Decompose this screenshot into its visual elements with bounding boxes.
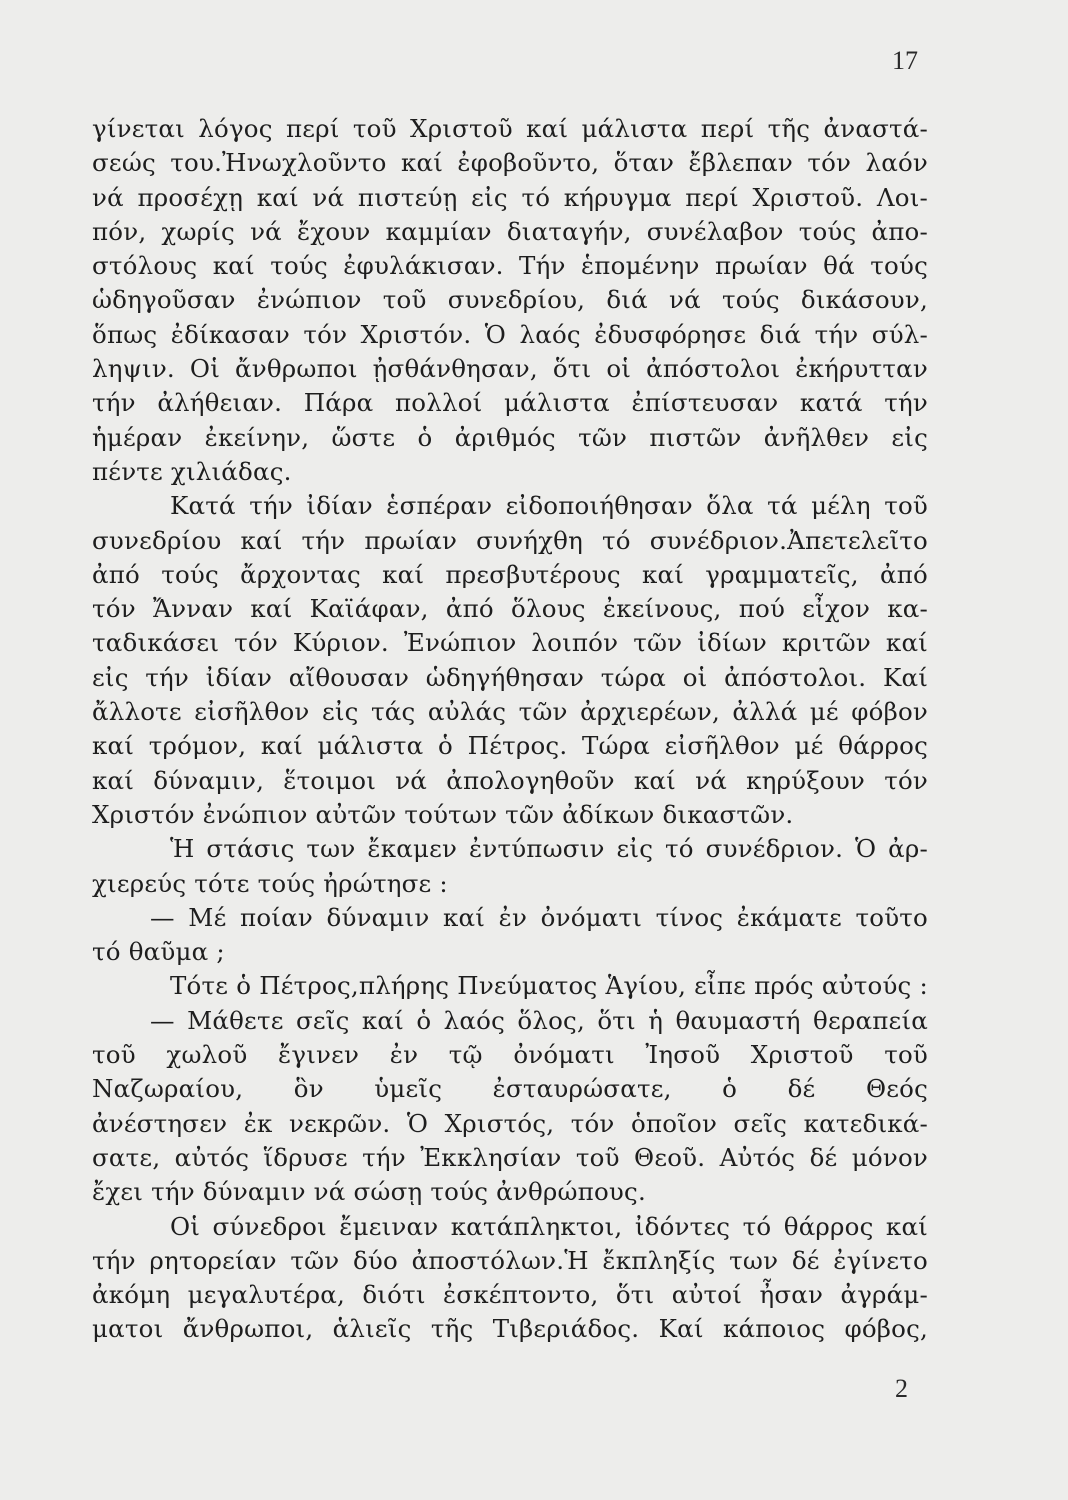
text-line: πόν, χωρίς νά ἔχουν καμμίαν διαταγήν, συνέλαβον τούς ἀπο- — [92, 216, 928, 246]
text-line: εἰς τήν ἰδίαν αἴθουσαν ὡδηγήθησαν τώρα οἱ ἀπόστολοι. Καί — [92, 662, 928, 692]
text-line: στόλους καί τούς ἐφυλάκισαν. Τήν ἑπομένην πρωίαν θά τούς — [92, 251, 928, 281]
text-line: Χριστόν ἐνώπιον αὐτῶν τούτων τῶν ἀδίκων δικαστῶν. — [92, 799, 794, 829]
text-line: πέντε χιλιάδας. — [92, 456, 292, 486]
text-line: ματοι ἄνθρωποι, ἁλιεῖς τῆς Τιβεριάδος. Καί κάποιος φόβος, — [92, 1314, 928, 1344]
signature-mark: 2 — [895, 1374, 908, 1403]
text-line: — Μέ ποίαν δύναμιν καί ἐν ὀνόματι τίνος ἐκάματε τοῦτο — [150, 902, 928, 932]
text-line: τοῦ χωλοῦ ἔγινεν ἐν τῷ ὀνόματι Ἰησοῦ Χριστοῦ τοῦ — [92, 1040, 928, 1070]
text-line: καί τρόμον, καί μάλιστα ὁ Πέτρος. Τώρα εἰσῆλθον μέ θάρρος — [92, 731, 928, 761]
text-line: — Μάθετε σεῖς καί ὁ λαός ὅλος, ὅτι ἡ θαυμαστή θεραπεία — [150, 1005, 928, 1035]
text-line: γίνεται λόγος περί τοῦ Χριστοῦ καί μάλιστα περί τῆς ἀναστά- — [92, 114, 928, 143]
text-line: ληψιν. Οἱ ἄνθρωποι ᾐσθάνθησαν, ὅτι οἱ ἀπόστολοι ἐκήρυτταν — [92, 354, 928, 384]
text-line: σεώς του.Ἠνωχλοῦντο καί ἐφοβοῦντο, ὅταν ἔβλεπαν τόν λαόν — [92, 148, 928, 178]
text-line: ἀνέστησεν ἐκ νεκρῶν. Ὁ Χριστός, τόν ὁποῖον σεῖς κατεδικά- — [92, 1108, 928, 1138]
text-line: σατε, αὐτός ἵδρυσε τήν Ἐκκλησίαν τοῦ Θεοῦ. Αὐτός δέ μόνον — [92, 1142, 928, 1172]
text-line: Οἱ σύνεδροι ἔμειναν κατάπληκτοι, ἰδόντες τό θάρρος καί — [170, 1211, 928, 1241]
text-line: ἀπό τούς ἄρχοντας καί πρεσβυτέρους καί γραμματεῖς, ἀπό — [92, 559, 928, 589]
text-line: ἄλλοτε εἰσῆλθον εἰς τάς αὐλάς τῶν ἀρχιερέων, ἀλλά μέ φόβον — [92, 697, 928, 727]
page-number: 17 — [892, 46, 918, 75]
text-line: τήν ἀλήθειαν. Πάρα πολλοί μάλιστα ἐπίστευσαν κατά τήν — [92, 388, 928, 418]
text-line: Κατά τήν ἰδίαν ἑσπέραν εἰδοποιήθησαν ὅλα τά μέλη τοῦ — [170, 491, 928, 521]
text-line: νά προσέχῃ καί νά πιστεύῃ εἰς τό κήρυγμα περί Χριστοῦ. Λοι- — [92, 182, 928, 212]
text-line: Τότε ὁ Πέτρος,πλήρης Πνεύματος Ἁγίου, εἶπε πρός αὐτούς : — [170, 971, 928, 1001]
text-line: χιερεύς τότε τούς ἠρώτησε : — [92, 868, 448, 898]
text-line: τόν Ἄνναν καί Καϊάφαν, ἀπό ὅλους ἐκείνους, πού εἶχον κα- — [92, 594, 928, 624]
text-line: ὡδηγοῦσαν ἐνώπιον τοῦ συνεδρίου, διά νά τούς δικάσουν, — [92, 285, 928, 315]
text-line: ἔχει τήν δύναμιν νά σώσῃ τούς ἀνθρώπους. — [92, 1177, 646, 1207]
text-line: Ἡ στάσις των ἔκαμεν ἐντύπωσιν εἰς τό συνέδριον. Ὁ ἀρ- — [170, 834, 928, 864]
text-line: ἀκόμη μεγαλυτέρα, διότι ἐσκέπτοντο, ὅτι αὐτοί ἦσαν ἀγράμ- — [92, 1280, 928, 1310]
text-line: τό θαῦμα ; — [92, 937, 225, 967]
text-body — [92, 112, 928, 1347]
text-line: Ναζωραίου, ὃν ὑμεῖς ἐσταυρώσατε, ὁ δέ Θεός — [92, 1074, 928, 1104]
text-line: τήν ρητορείαν τῶν δύο ἀποστόλων.Ἡ ἔκπληξίς των δέ ἐγίνετο — [92, 1245, 928, 1275]
text-line: καί δύναμιν, ἕτοιμοι νά ἀπολογηθοῦν καί νά κηρύξουν τόν — [92, 765, 928, 795]
text-line: ταδικάσει τόν Κύριον. Ἐνώπιον λοιπόν τῶν ἰδίων κριτῶν καί — [92, 628, 928, 658]
text-line: συνεδρίου καί τήν πρωίαν συνήχθη τό συνέδριον.Ἀπετελεῖτο — [92, 525, 928, 555]
text-line: ὅπως ἐδίκασαν τόν Χριστόν. Ὁ λαός ἐδυσφόρησε διά τήν σύλ- — [92, 319, 928, 349]
text-line: ἡμέραν ἐκείνην, ὥστε ὁ ἀριθμός τῶν πιστῶν ἀνῆλθεν εἰς — [92, 422, 928, 452]
